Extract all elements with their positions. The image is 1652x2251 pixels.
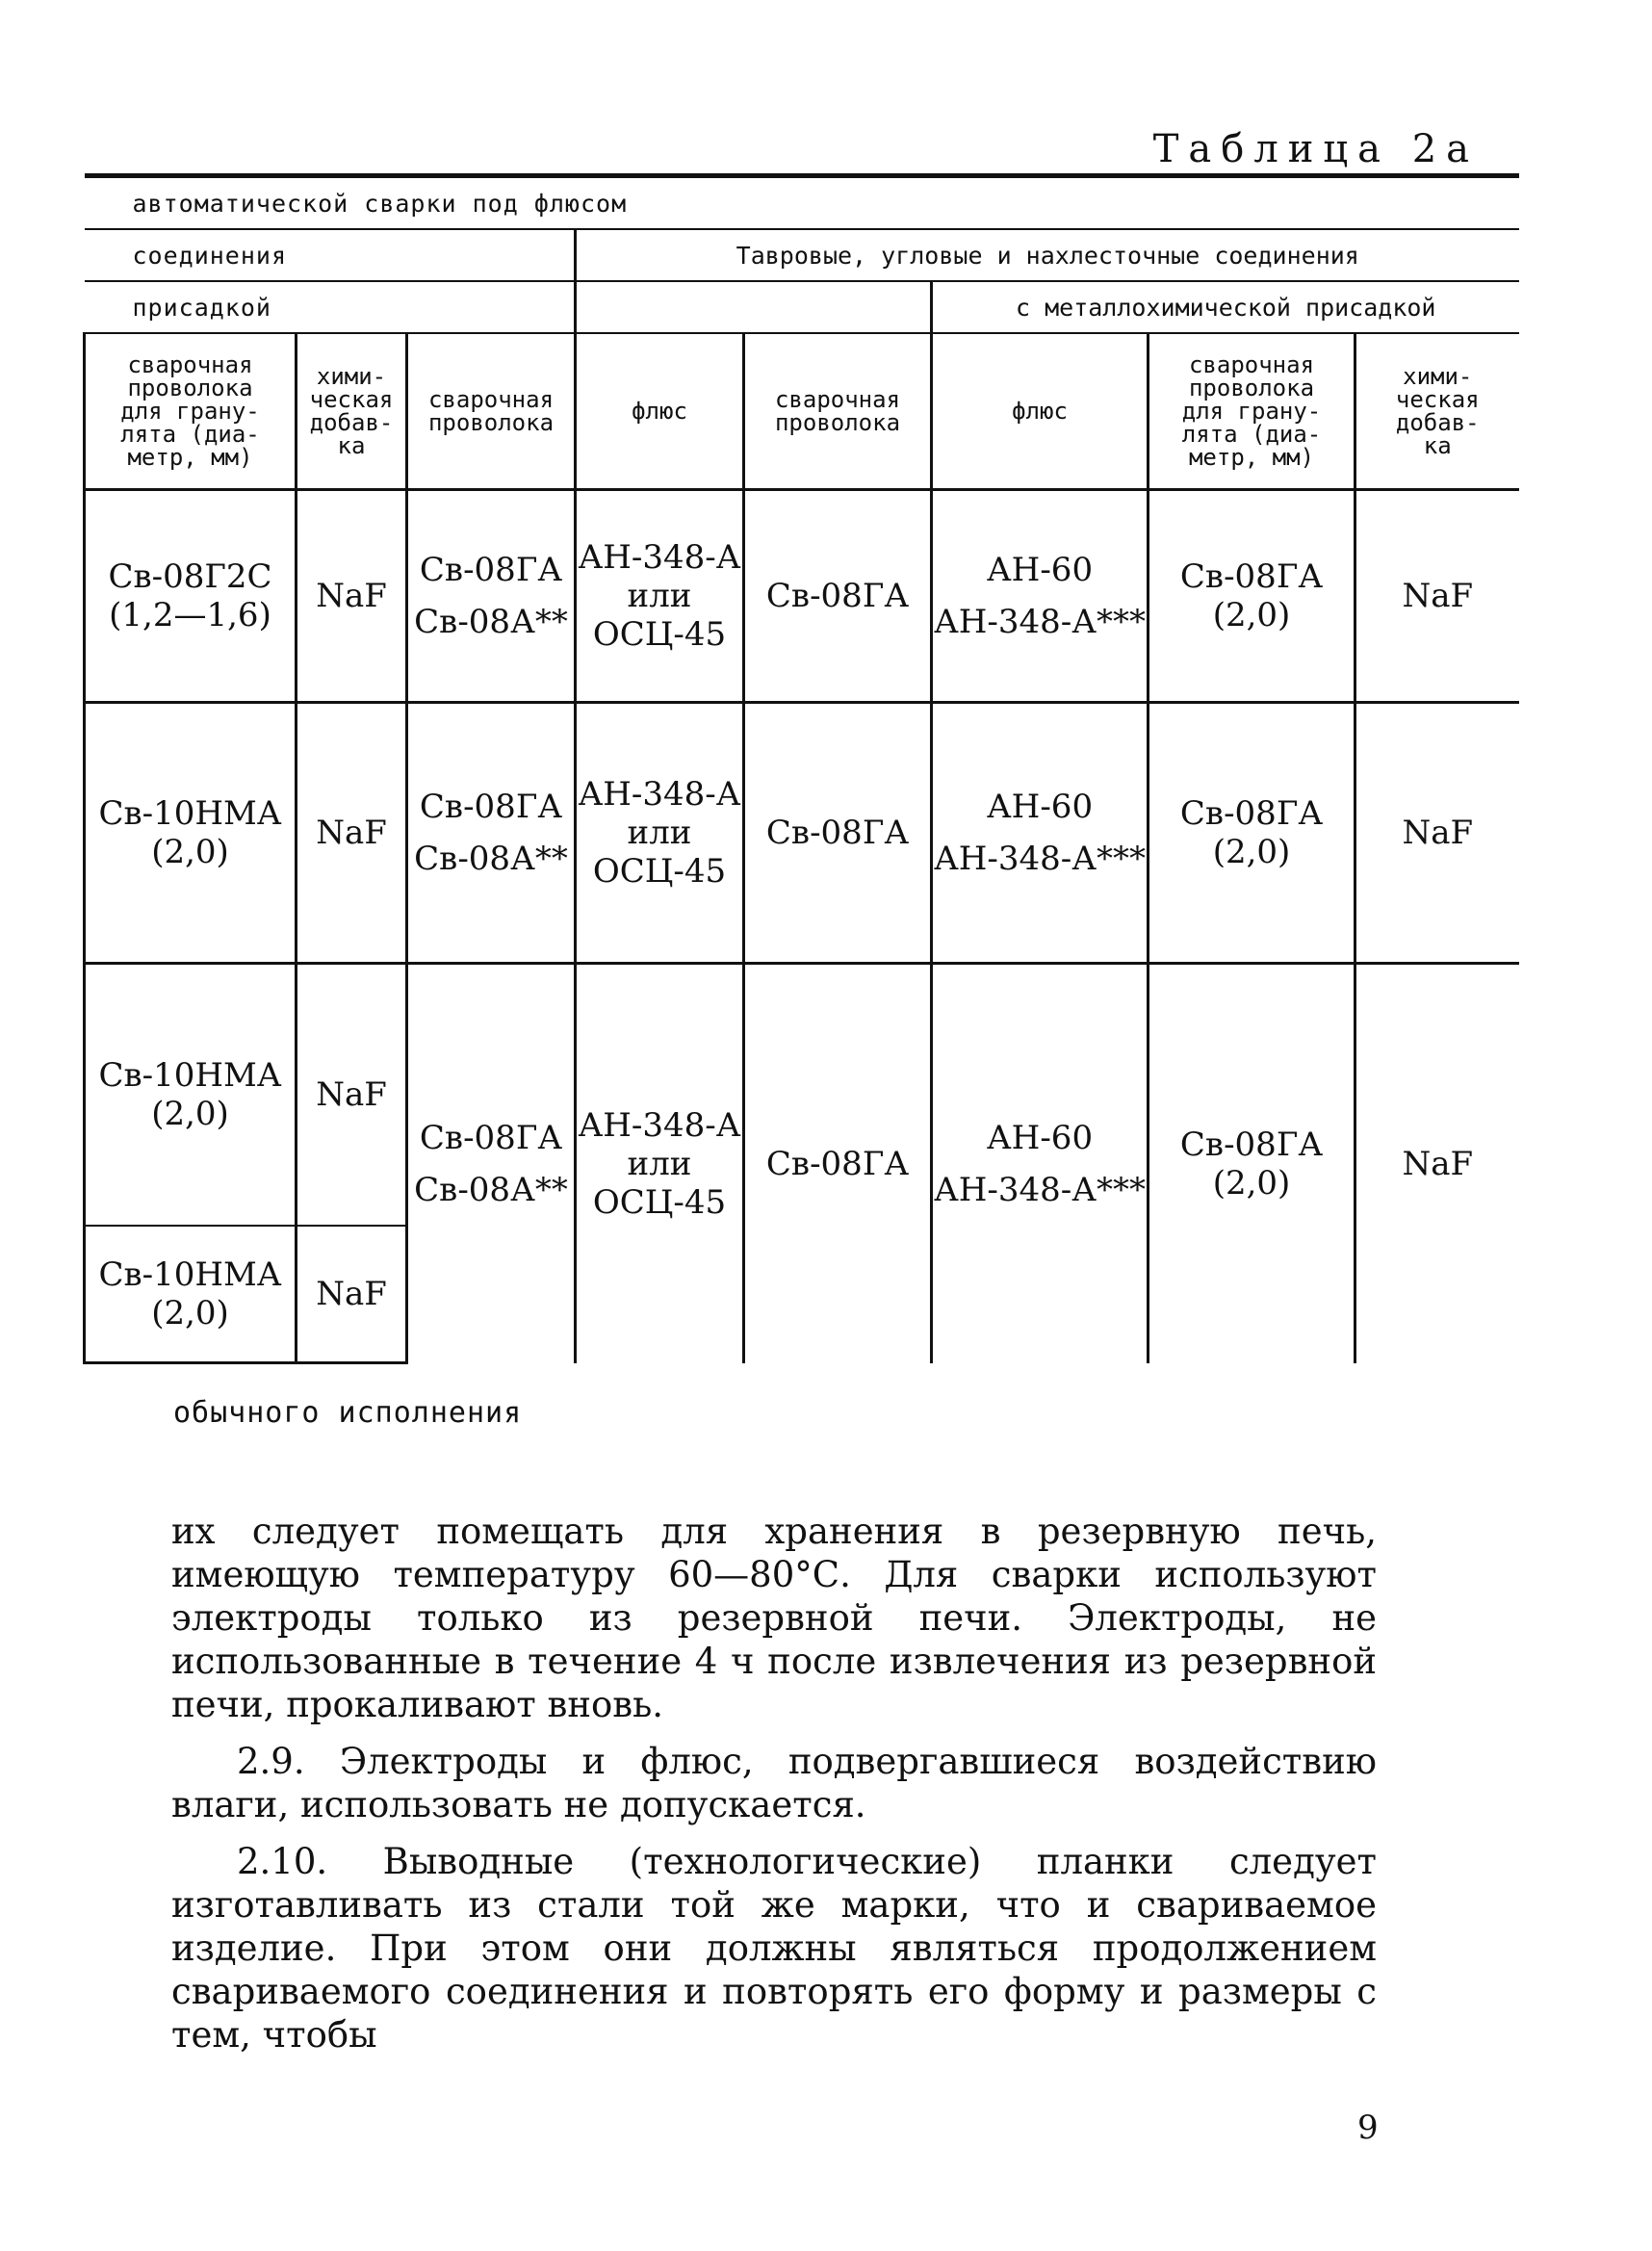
- cell-additive: NaF: [297, 703, 407, 964]
- paragraph: 2.9. Электроды и флюс, подвергавшиеся воздействию влаги, использовать не допускается.: [171, 1741, 1377, 1825]
- col-welding-wire-2: сварочная проволока: [744, 333, 932, 490]
- welding-materials-table: [83, 173, 1519, 1364]
- cell-wire-granulate-2: Св-08ГА (2,0): [1149, 964, 1355, 1363]
- cell-flux: АН-348-А или ОСЦ-45: [576, 964, 744, 1363]
- cell-wire-2: Св-08ГА: [744, 490, 932, 703]
- cell-wire-2: Св-08ГА: [744, 964, 932, 1363]
- cell-additive-2: NaF: [1355, 703, 1519, 964]
- header-empty: [576, 281, 932, 333]
- cell-wire: Св-08ГА Св-08А**: [407, 703, 576, 964]
- cell-wire-granulate: Св-08Г2С (1,2—1,6): [85, 490, 297, 703]
- cell-wire-granulate: Св-10НМА (2,0): [85, 703, 297, 964]
- cell-wire-2: Св-08ГА: [744, 703, 932, 964]
- header-joints-right: Тавровые, угловые и нахлесточные соединения: [576, 229, 1519, 281]
- col-flux-2: флюс: [932, 333, 1149, 490]
- cell-additive-2: NaF: [1355, 964, 1519, 1363]
- cell-additive: NaF: [297, 964, 407, 1227]
- cell-flux: АН-348-А или ОСЦ-45: [576, 703, 744, 964]
- table-row: [85, 964, 1519, 1227]
- header-filler-left: присадкой: [85, 281, 576, 333]
- cell-wire: Св-08ГА Св-08А**: [407, 964, 576, 1363]
- paragraph: их следует помещать для хранения в резервную печь, имеющую температуру 60—80°С. Для сварки используют электроды только из резервной печи. Электроды, не использованные в течение 4 ч после извлечения из резервной печи, прокаливают вновь.: [171, 1511, 1377, 1725]
- header-row-3: [85, 281, 1519, 333]
- header-welding-type: автоматической сварки под флюсом: [85, 176, 1519, 230]
- table-footnote: обычного исполнения: [173, 1396, 523, 1430]
- col-wire-granulate-2: сварочная проволока для грану- лята (диа- метр, мм): [1149, 333, 1355, 490]
- cell-wire: Св-08ГА Св-08А**: [407, 490, 576, 703]
- table-row: [85, 703, 1519, 964]
- header-row-1: [85, 176, 1519, 230]
- col-welding-wire: сварочная проволока: [407, 333, 576, 490]
- cell-flux-2: АН-60 АН-348-А***: [932, 490, 1149, 703]
- cell-flux-2: АН-60 АН-348-А***: [932, 964, 1149, 1363]
- table-caption: Таблица 2а: [1152, 127, 1479, 171]
- cell-additive-sub: NaF: [297, 1226, 407, 1363]
- body-text: [171, 1510, 1377, 2070]
- col-flux: флюс: [576, 333, 744, 490]
- col-wire-granulate: сварочная проволока для грану- лята (диа- метр, мм): [85, 333, 297, 490]
- header-filler-right: с металлохимической присадкой: [932, 281, 1519, 333]
- column-header-row: [85, 333, 1519, 490]
- col-chemical-additive-2: хими- ческая добав- ка: [1355, 333, 1519, 490]
- table-row: [85, 490, 1519, 703]
- cell-wire-granulate: Св-10НМА (2,0): [85, 964, 297, 1227]
- cell-flux-2: АН-60 АН-348-А***: [932, 703, 1149, 964]
- cell-wire-granulate-sub: Св-10НМА (2,0): [85, 1226, 297, 1363]
- header-row-2: [85, 229, 1519, 281]
- cell-additive-2: NaF: [1355, 490, 1519, 703]
- col-chemical-additive: хими- ческая добав- ка: [297, 333, 407, 490]
- paragraph: 2.10. Выводные (технологические) планки следует изготавливать из стали той же марки, что и свариваемое изделие. При этом они должны являться продолжением свариваемого соединения и повторять его форму и размеры с тем, чтобы: [171, 1841, 1377, 2056]
- cell-wire-granulate-2: Св-08ГА (2,0): [1149, 490, 1355, 703]
- cell-flux: АН-348-А или ОСЦ-45: [576, 490, 744, 703]
- header-joints-left: соединения: [85, 229, 576, 281]
- page-number: 9: [1357, 2109, 1379, 2147]
- cell-wire-granulate-2: Св-08ГА (2,0): [1149, 703, 1355, 964]
- cell-additive: NaF: [297, 490, 407, 703]
